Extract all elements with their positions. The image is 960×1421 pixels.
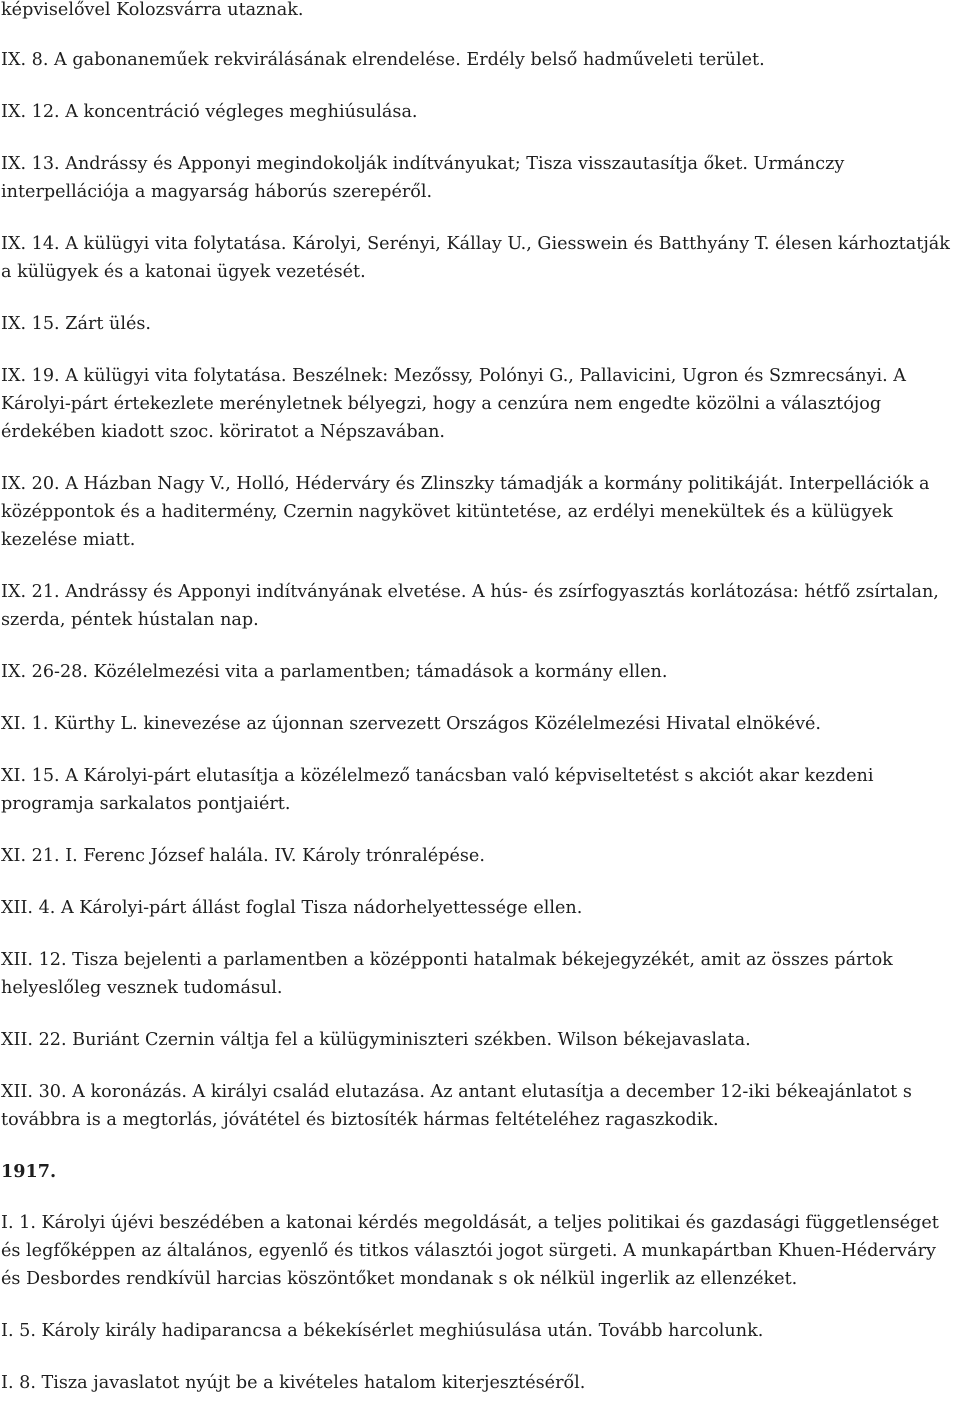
paragraph-7: IX. 20. A Házban Nagy V., Holló, Hédervár​y és Zlinszky támadják a kormány politikáját. Interpellációk a középpontok és a haditermény, Czernin nagykövet kitüntetése, az erdélyi menekültek és a külügyek kezelése miatt. xyxy=(1,474,930,550)
paragraph-10: XI. 1. Kürthy L. kinevezése az újonnan szervezett Országos Közélelmezési Hivatal elnökévé. xyxy=(1,714,822,734)
paragraph-0: képviselővel Kolozsvárra utaznak. xyxy=(1,0,304,20)
paragraph-12: XI. 21. I. Ferenc József halála. IV. Károly trónralépése. xyxy=(1,846,485,866)
paragraph-1: IX. 8. A gabonaneműek rekvirálásának elrendelése. Erdély belső hadműveleti terület. xyxy=(1,50,765,70)
paragraph-16: XII. 30. A koronázás. A királyi család elutazása. Az antant elutasítja a december 12-iki békeajánlatot s továbbra is a megtorlás, jóvátétel és biztosíték hármas feltételéhez ragaszkodik. xyxy=(1,1082,912,1130)
paragraph-3: IX. 13. Andrássy és Apponyi megindokolják indítványukat; Tisza visszautasítja őket. Urmánczy interpellációja a magyarság háborús szerepéről. xyxy=(1,154,845,202)
paragraph-1917-0: I. 1. Károlyi újévi beszédében a katonai kérdés megoldását, a teljes politikai és gazdasági függetlenséget és legfőképpen az általános, egyenlő és titkos választói jogot sürgeti. A munkapártban Khuen-Hédervár​y és Desbordes rendkívül harcias köszöntőket mondanak s ok nélkül ingerlik az ellenzéket. xyxy=(1,1213,939,1289)
paragraph-13: XII. 4. A Károlyi-párt állást foglal Tisza nádorhelyettessége ellen. xyxy=(1,898,583,918)
paragraph-4: IX. 14. A külügyi vita folytatása. Károlyi, Serényi, Kállay U., Giesswein és Batthyány T. élesen kárhoztatják a külügyek és a katonai ügyek vezetését. xyxy=(1,234,950,282)
paragraph-1917-1: I. 5. Károly király hadiparancsa a békekísérlet meghiúsulása után. Tovább harcolunk. xyxy=(1,1321,764,1341)
paragraph-6: IX. 19. A külügyi vita folytatása. Beszélnek: Mezőssy, Polónyi G., Pallavicini, Ugron és Szmrecsányi. A Károlyi-párt értekezlete merényletnek bélyegzi, hogy a cenzúra nem engedte közölni a választójog érdekében kiadott szoc. köriratot a Népszavában. xyxy=(1,366,906,442)
document-body xyxy=(1,0,957,1421)
paragraph-14: XII. 12. Tisza bejelenti a parlamentben a középponti hatalmak békejegyzékét, amit az összes pártok helyeslőleg vesznek tudomásul. xyxy=(1,950,893,998)
year-heading: 1917. xyxy=(1,1161,57,1182)
paragraph-5: IX. 15. Zárt ülés. xyxy=(1,314,152,334)
paragraph-1917-2: I. 8. Tisza javaslatot nyújt be a kivételes hatalom kiterjesztéséről. xyxy=(1,1373,586,1393)
paragraph-15: XII. 22. Buriánt Czernin váltja fel a külügyminiszteri székben. Wilson békejavaslata. xyxy=(1,1030,751,1050)
paragraph-2: IX. 12. A koncentráció végleges meghiúsulása. xyxy=(1,102,418,122)
paragraph-8: IX. 21. Andrássy és Apponyi indítványának elvetése. A hús- és zsírfogyasztás korlátozása: hétfő zsírtalan, szerda, péntek hústalan nap. xyxy=(1,582,939,630)
paragraph-9: IX. 26-28. Közélelmezési vita a parlamentben; támadások a kormány ellen. xyxy=(1,662,668,682)
paragraph-11: XI. 15. A Károlyi-párt elutasítja a közélelmező tanácsban való képviseltetést s akciót akar kezdeni programja sarkalatos pontjaiért. xyxy=(1,766,874,814)
